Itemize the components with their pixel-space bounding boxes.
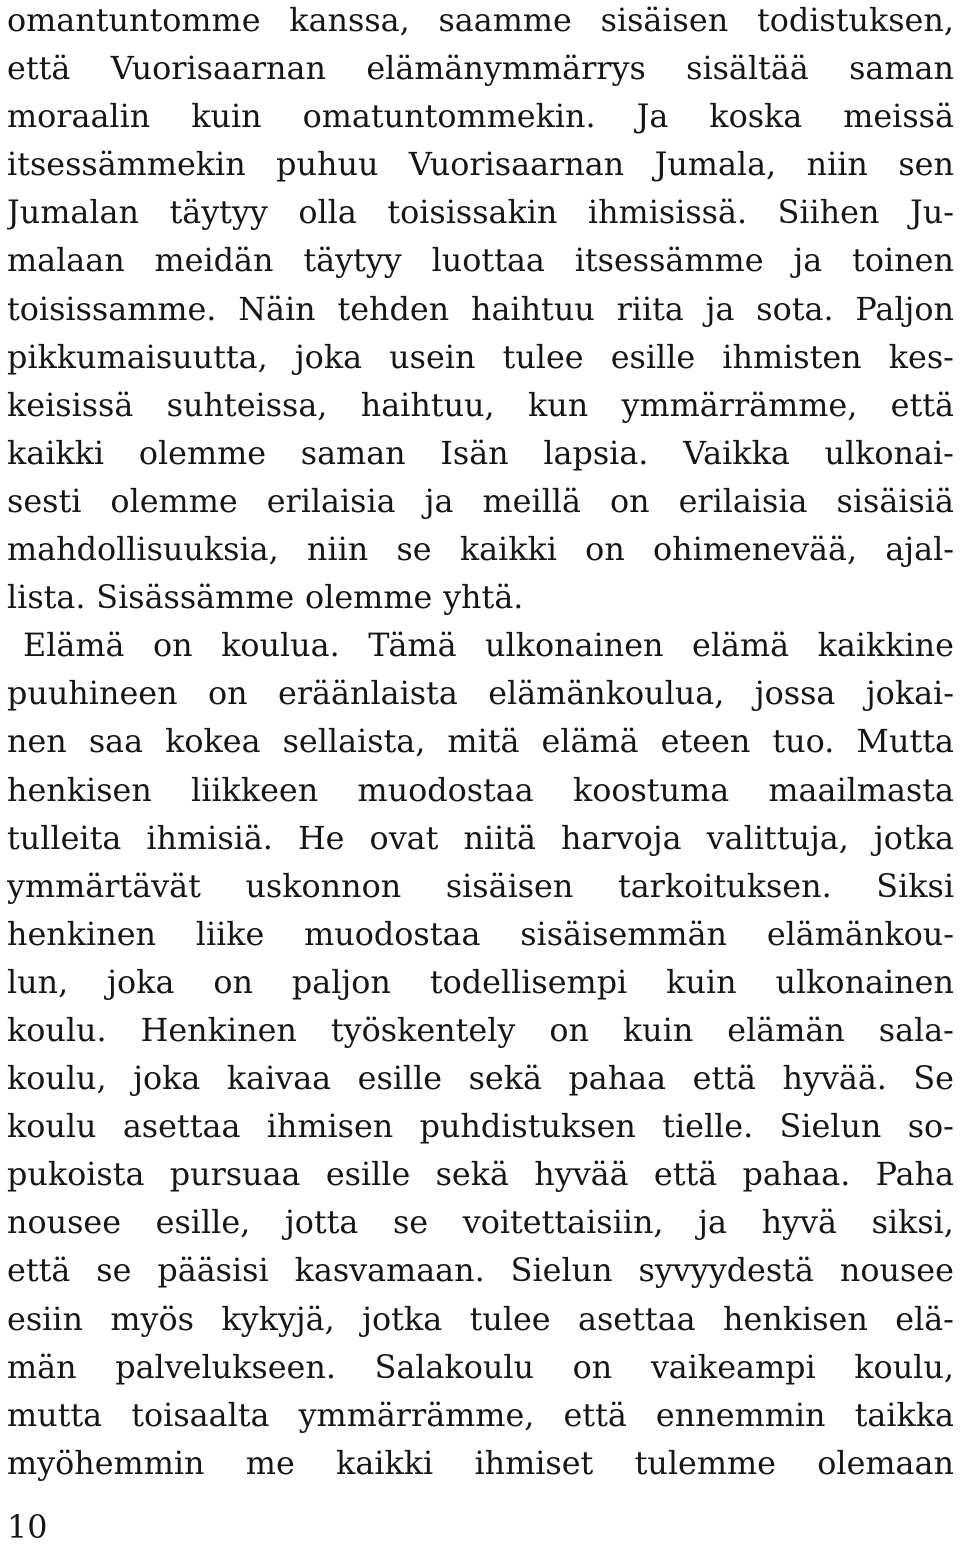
text-line: tulleita ihmisiä. He ovat niitä harvoja valittuja, jotka	[7, 819, 954, 857]
text-line: koulu asettaa ihmisen puhdistuksen tielle. Sielun so-	[7, 1108, 954, 1146]
text-line: koulu. Henkinen työskentely on kuin elämän sala-	[7, 1011, 954, 1049]
text-line: sesti olemme erilaisia ja meillä on erilaisia sisäisiä	[7, 482, 954, 520]
text-line: keisissä suhteissa, haihtuu, kun ymmärrämme, että	[7, 386, 954, 424]
text-line: toisissamme. Näin tehden haihtuu riita ja sota. Paljon	[7, 290, 954, 328]
text-line: että se pääsisi kasvamaan. Sielun syvyydestä nousee	[7, 1252, 954, 1290]
text-line: myöhemmin me kaikki ihmiset tulemme olemaan	[7, 1444, 954, 1482]
text-line: mutta toisaalta ymmärrämme, että ennemmin taikka	[7, 1396, 954, 1434]
text-line: koulu, joka kaivaa esille sekä pahaa että hyvää. Se	[7, 1060, 954, 1098]
text-line: kaikki olemme saman Isän lapsia. Vaikka ulkonai-	[7, 434, 954, 472]
text-line: nen saa kokea sellaista, mitä elämä eteen tuo. Mutta	[7, 723, 954, 761]
text-line: esiin myös kykyjä, jotka tulee asettaa henkisen elä-	[7, 1300, 954, 1338]
text-line: mahdollisuuksia, niin se kaikki on ohimenevää, ajal-	[7, 531, 954, 569]
body-text	[7, 2, 954, 1493]
text-line: että Vuorisaarnan elämänymmärrys sisältää saman	[7, 50, 954, 88]
page-number: 10	[7, 1509, 48, 1546]
text-line: itsessämmekin puhuu Vuorisaarnan Jumala, niin sen	[7, 146, 954, 184]
text-line: nousee esille, jotta se voitettaisiin, ja hyvä siksi,	[7, 1204, 954, 1242]
text-line: Elämä on koulua. Tämä ulkonainen elämä kaikkine	[23, 627, 954, 665]
text-line: omantuntomme kanssa, saamme sisäisen todistuksen,	[7, 2, 954, 39]
text-line: Jumalan täytyy olla toisissakin ihmisissä. Siihen Ju-	[7, 194, 954, 232]
text-line: malaan meidän täytyy luottaa itsessämme ja toinen	[7, 242, 954, 280]
text-line: pikkumaisuutta, joka usein tulee esille ihmisten kes-	[7, 338, 954, 376]
text-line: lista. Sisässämme olemme yhtä.	[7, 579, 524, 617]
text-line: ymmärtävät uskonnon sisäisen tarkoituksen. Siksi	[7, 867, 954, 905]
text-line: lun, joka on paljon todellisempi kuin ulkonainen	[7, 963, 954, 1001]
text-line: henkinen liike muodostaa sisäisemmän elämänkou-	[7, 915, 954, 953]
text-line: män palvelukseen. Salakoulu on vaikeampi koulu,	[7, 1348, 954, 1386]
text-line: pukoista pursuaa esille sekä hyvää että pahaa. Paha	[7, 1156, 954, 1194]
text-line: puuhineen on eräänlaista elämänkoulua, jossa jokai-	[7, 675, 954, 713]
text-line: moraalin kuin omatuntommekin. Ja koska meissä	[7, 98, 954, 136]
text-line: henkisen liikkeen muodostaa koostuma maailmasta	[7, 771, 954, 809]
